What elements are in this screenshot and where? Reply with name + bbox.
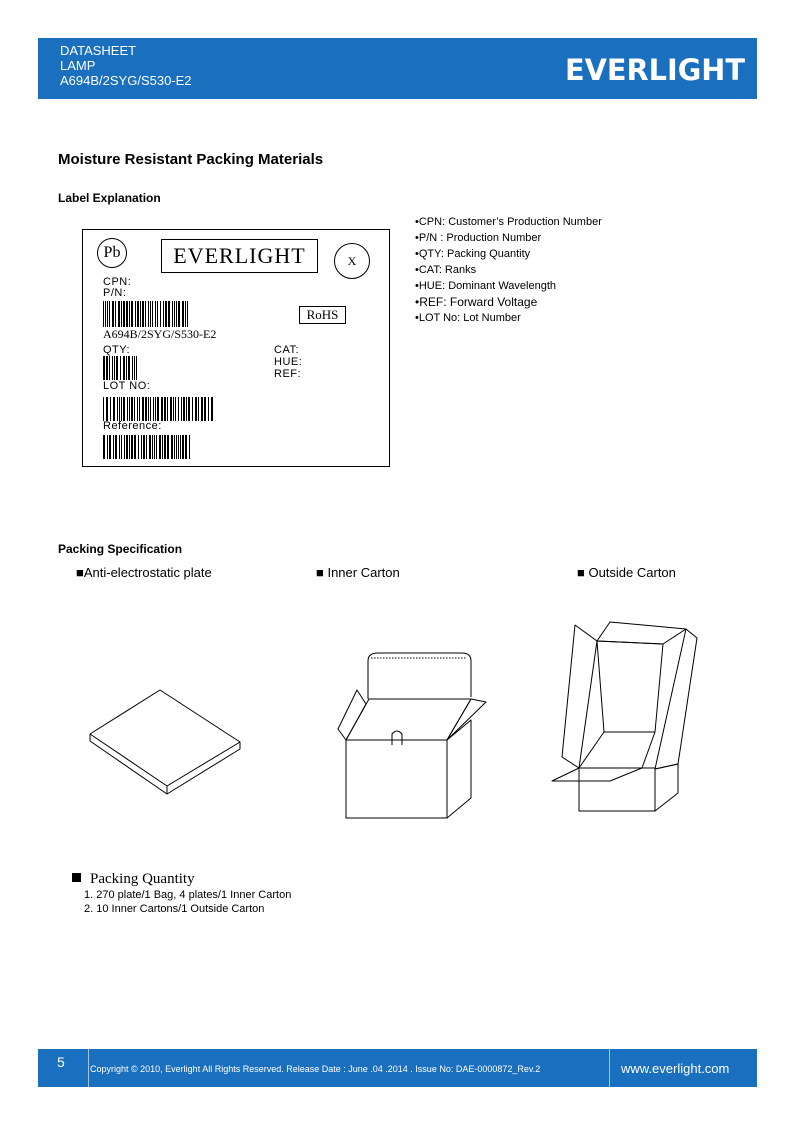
list-item: • LOT No: Lot Number xyxy=(415,310,602,326)
page-footer xyxy=(38,1049,757,1087)
barcode-pn xyxy=(103,301,191,327)
label-lot-no: LOT NO: xyxy=(103,380,151,392)
packing-item-inner-carton: ■ Inner Carton xyxy=(316,565,400,580)
x-mark-icon: X xyxy=(334,243,370,279)
list-item: • CAT: Ranks xyxy=(415,262,602,278)
footer-website-link[interactable]: www.everlight.com xyxy=(621,1061,730,1076)
label-brand: EVERLIGHT xyxy=(161,239,318,273)
list-item: 2. 10 Inner Cartons/1 Outside Carton xyxy=(84,903,265,915)
packing-spec-heading: Packing Specification xyxy=(58,542,183,556)
list-item: • REF: Forward Voltage xyxy=(415,294,602,310)
page-number: 5 xyxy=(57,1054,65,1070)
square-bullet-icon xyxy=(72,873,81,882)
packing-item-outside-carton: ■ Outside Carton xyxy=(577,565,676,580)
label-cpn: CPN: xyxy=(103,276,132,288)
packing-item-plate: ■Anti-electrostatic plate xyxy=(76,565,212,580)
label-field-list xyxy=(415,214,602,326)
anti-electrostatic-plate-drawing xyxy=(90,690,240,794)
barcode-lot xyxy=(103,397,215,421)
rohs-mark: RoHS xyxy=(299,306,346,324)
list-item: • QTY: Packing Quantity xyxy=(415,246,602,262)
outside-carton-drawing xyxy=(552,622,697,811)
header-part-number: A694B/2SYG/S530-E2 xyxy=(60,73,192,88)
barcode-qty xyxy=(103,356,139,380)
barcode-reference xyxy=(103,435,191,459)
label-qty: QTY: xyxy=(103,344,131,356)
page-title: Moisture Resistant Packing Materials xyxy=(58,151,324,168)
footer-copyright: Copyright © 2010, Everlight All Rights Reserved. Release Date : June .04 .2014 . Issue No: DAE-0000872_Rev.2 xyxy=(90,1064,541,1074)
sample-label xyxy=(82,229,390,467)
pb-free-icon: Pb xyxy=(97,238,127,268)
label-part-number: A694B/2SYG/S530-E2 xyxy=(103,327,217,341)
label-cat: CAT: xyxy=(274,344,300,356)
logo-text: EVERLIGHT xyxy=(565,55,746,83)
label-ref: REF: xyxy=(274,368,302,380)
header-text xyxy=(60,43,192,88)
list-item: • P/N : Production Number xyxy=(415,230,602,246)
label-pn: P/N: xyxy=(103,287,127,299)
everlight-logo xyxy=(563,55,749,83)
packing-quantity-list xyxy=(84,888,291,916)
header-product-type: LAMP xyxy=(60,58,96,73)
label-explanation-heading: Label Explanation xyxy=(58,191,161,205)
footer-divider xyxy=(609,1049,610,1087)
inner-carton-drawing xyxy=(338,653,486,818)
packing-quantity-title xyxy=(72,871,195,888)
footer-divider xyxy=(88,1049,89,1087)
label-reference: Reference: xyxy=(103,420,162,432)
page-header xyxy=(38,38,757,99)
list-item: 1. 270 plate/1 Bag, 4 plates/1 Inner Carton xyxy=(84,889,292,901)
packing-quantity-label: Packing Quantity xyxy=(90,871,195,887)
list-item: • CPN: Customer’s Production Number xyxy=(415,214,602,230)
list-item: • HUE: Dominant Wavelength xyxy=(415,278,602,294)
label-hue: HUE: xyxy=(274,356,303,368)
header-doc-type: DATASHEET xyxy=(60,43,137,58)
